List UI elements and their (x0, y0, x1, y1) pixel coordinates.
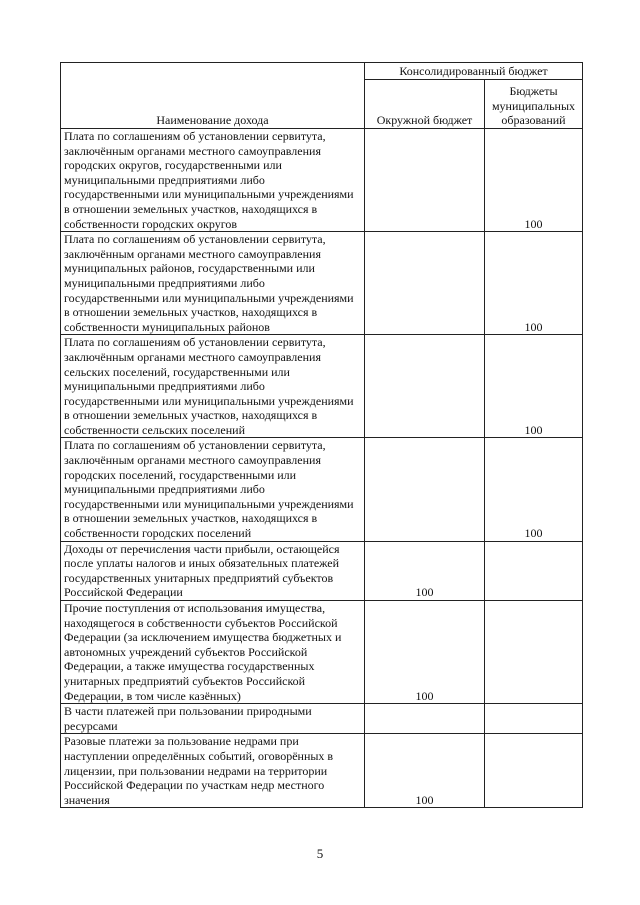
municipal-value-cell: 100 (485, 438, 583, 541)
revenue-name-cell: Плата по соглашениям об установлении сервитута, заключённым органами местного самоуправления городских округов, государственными или муниципальными предприятиями либо государственными или муниципальными учреждениями в отношении земельных участков, находящихся в собственности городских округов (61, 129, 365, 232)
regional-value-cell (365, 704, 485, 734)
regional-value-cell (365, 438, 485, 541)
section-row (61, 704, 583, 734)
revenue-name-cell: Доходы от перечисления части прибыли, остающейся после уплаты налогов и иных обязательных платежей государственных унитарных предприятий субъектов Российской Федерации (61, 541, 365, 600)
table-row (61, 438, 583, 541)
revenue-name-header: Наименование дохода (61, 63, 365, 129)
regional-budget-header: Окружной бюджет (365, 80, 485, 129)
revenue-table (60, 62, 583, 808)
regional-value-cell: 100 (365, 541, 485, 600)
regional-value-cell (365, 129, 485, 232)
consolidated-budget-header: Консолидированный бюджет (365, 63, 583, 80)
regional-value-cell: 100 (365, 601, 485, 704)
municipal-budget-header: Бюджеты муниципальных образований (485, 80, 583, 129)
table-row (61, 541, 583, 600)
revenue-name-cell: Плата по соглашениям об установлении сервитута, заключённым органами местного самоуправления сельских поселений, государственными или муниципальными предприятиями либо государственными или муниципальными учреждениями в отношении земельных участков, находящихся в собственности сельских поселений (61, 335, 365, 438)
municipal-value-cell: 100 (485, 335, 583, 438)
municipal-value-cell (485, 704, 583, 734)
municipal-value-cell (485, 734, 583, 808)
municipal-value-cell (485, 601, 583, 704)
header-row-top (61, 63, 583, 80)
page-number: 5 (316, 846, 324, 861)
municipal-value-cell: 100 (485, 232, 583, 335)
table-row (61, 601, 583, 704)
table-row (61, 734, 583, 808)
table-row (61, 335, 583, 438)
revenue-name-cell: Плата по соглашениям об установлении сервитута, заключённым органами местного самоуправления городских поселений, государственными или муниципальными предприятиями либо государственными или муниципальными учреждениями в отношении земельных участков, находящихся в собственности городских поселений (61, 438, 365, 541)
regional-value-cell (365, 232, 485, 335)
section-heading-cell: В части платежей при пользовании природными ресурсами (61, 704, 365, 734)
municipal-value-cell (485, 541, 583, 600)
regional-value-cell (365, 335, 485, 438)
revenue-name-cell: Прочие поступления от использования имущества, находящегося в собственности субъектов Российской Федерации (за исключением имущества бюджетных и автономных учреждений субъектов Российской Федерации, а также имущества государственных унитарных предприятий субъектов Российской Федерации, в том числе казённых) (61, 601, 365, 704)
municipal-value-cell: 100 (485, 129, 583, 232)
table-row (61, 232, 583, 335)
revenue-name-cell: Плата по соглашениям об установлении сервитута, заключённым органами местного самоуправления муниципальных районов, государственными или муниципальными предприятиями либо государственными или муниципальными учреждениями в отношении земельных участков, находящихся в собственности муниципальных районов (61, 232, 365, 335)
regional-value-cell: 100 (365, 734, 485, 808)
revenue-name-cell: Разовые платежи за пользование недрами при наступлении определённых событий, оговорённых в лицензии, при пользовании недрами на территории Российской Федерации по участкам недр местного значения (61, 734, 365, 808)
table-row (61, 129, 583, 232)
